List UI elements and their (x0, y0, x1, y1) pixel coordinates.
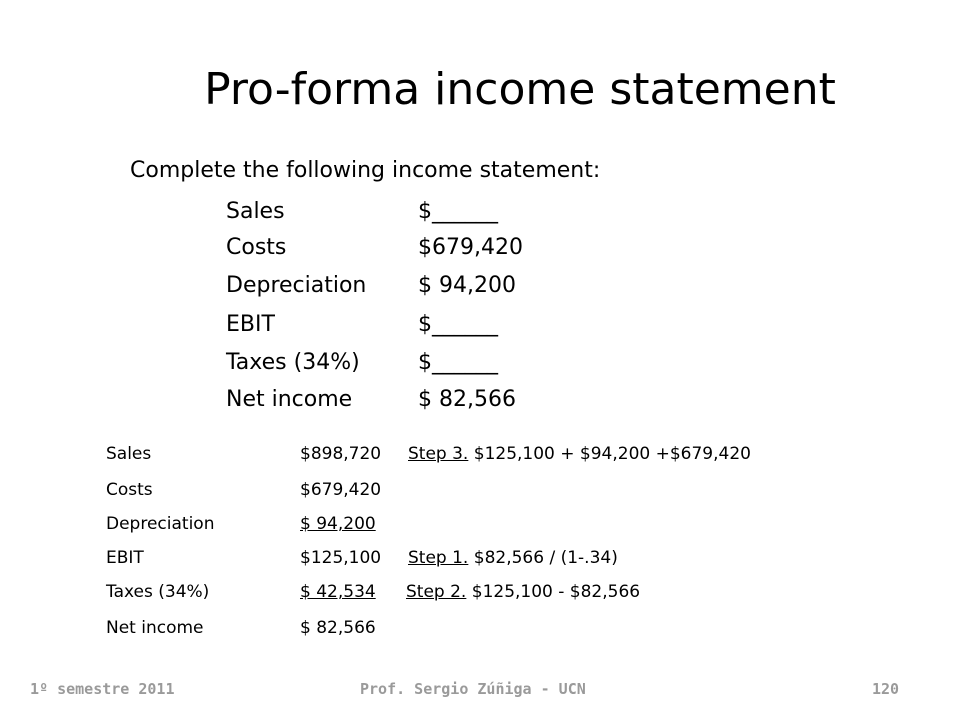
step-formula: $82,566 / (1-.34) (468, 548, 618, 568)
question-value: $ 82,566 (418, 387, 516, 412)
question-label: Costs (226, 235, 287, 260)
step-label: Step 2. (406, 582, 467, 602)
question-value: $679,420 (418, 235, 523, 260)
answer-label: Sales (106, 444, 152, 464)
answer-value: $125,100 (300, 548, 382, 568)
question-label: Depreciation (226, 273, 367, 298)
step-label: Step 1. (408, 548, 469, 568)
answer-value: $ 82,566 (300, 618, 376, 638)
answer-label: Costs (106, 480, 153, 500)
question-value: $______ (418, 350, 498, 375)
answer-value: $ 42,534 (300, 582, 376, 602)
question-label: Net income (226, 387, 353, 412)
page-number: 120 (872, 680, 900, 698)
answer-value: $898,720 (300, 444, 382, 464)
step-formula: $125,100 + $94,200 +$679,420 (468, 444, 751, 464)
exercise-prompt: Complete the following income statement: (130, 158, 601, 183)
answer-value: $679,420 (300, 480, 382, 500)
answer-label: EBIT (106, 548, 144, 568)
question-label: Taxes (34%) (226, 350, 360, 375)
answer-label: Depreciation (106, 514, 215, 534)
answer-label: Taxes (34%) (106, 582, 210, 602)
answer-value: $ 94,200 (300, 514, 376, 534)
question-value: $ 94,200 (418, 273, 516, 298)
footer-semester: 1º semestre 2011 (30, 680, 175, 698)
answer-label: Net income (106, 618, 204, 638)
footer-author: Prof. Sergio Zúñiga - UCN (360, 680, 586, 698)
slide-title: Pro-forma income statement (204, 64, 836, 115)
question-label: Sales (226, 199, 285, 224)
step-formula: $125,100 - $82,566 (466, 582, 641, 602)
question-value: $______ (418, 199, 498, 224)
step-note (408, 441, 751, 467)
question-value: $______ (418, 312, 498, 337)
step-note (408, 545, 618, 571)
question-label: EBIT (226, 312, 275, 337)
step-label: Step 3. (408, 444, 469, 464)
step-note (406, 579, 640, 605)
